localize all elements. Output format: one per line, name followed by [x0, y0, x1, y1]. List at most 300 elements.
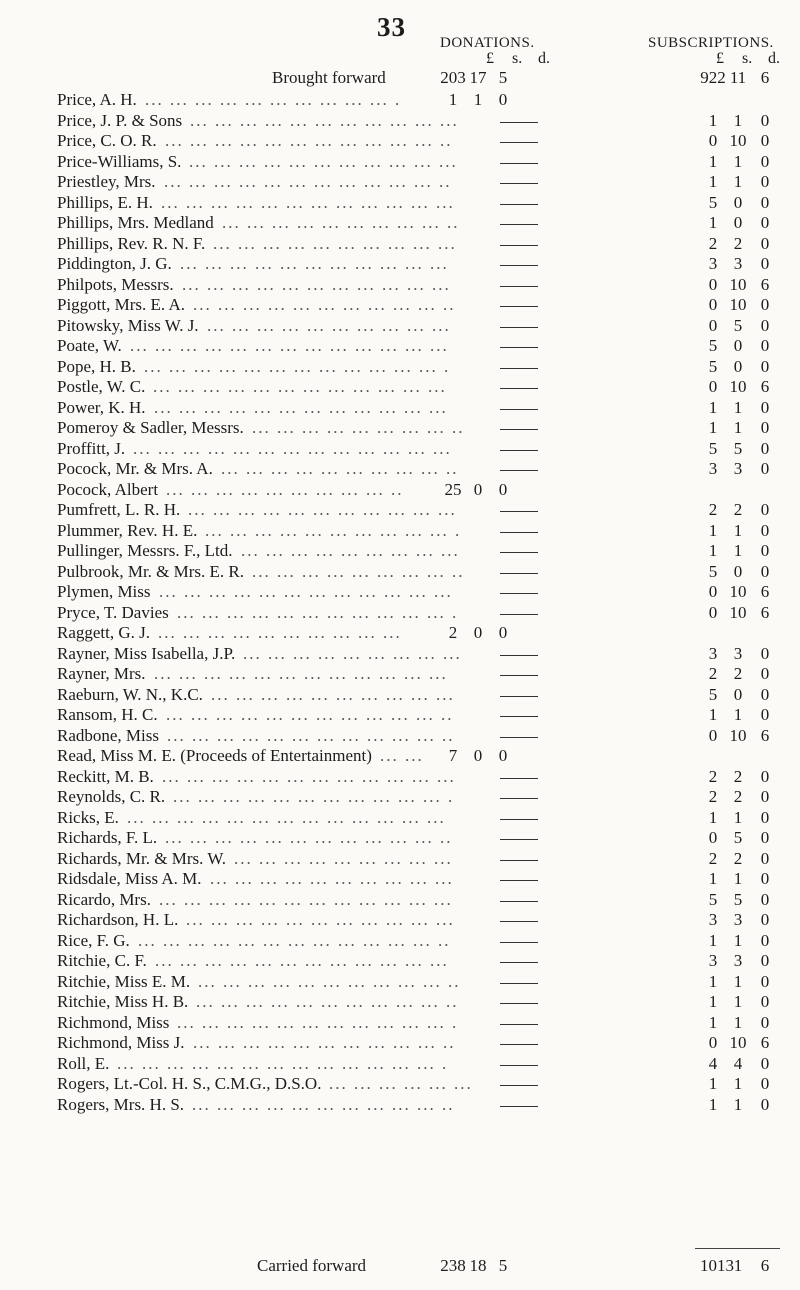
- sub-shillings: 1: [733, 930, 743, 950]
- bf-sub-pence: 6: [760, 68, 770, 87]
- dot-leader: ... ... ... ... ... ... ... ... ... ... ... ...: [154, 664, 448, 683]
- sub-shillings: 5: [733, 315, 743, 335]
- sub-pounds: 0: [708, 274, 718, 294]
- sub-pounds: 1: [708, 1094, 718, 1114]
- table-row: [0, 111, 800, 132]
- sub-pence: 0: [760, 500, 770, 519]
- subscriber-name: Ricks, E.: [57, 807, 119, 827]
- sub-pounds: 0: [708, 315, 718, 335]
- sub-pounds: 1: [708, 397, 718, 417]
- table-row: [0, 972, 800, 993]
- sub-pounds: 3: [708, 459, 718, 478]
- sub-pounds: 1: [708, 520, 718, 540]
- sub-pence: 0: [760, 828, 770, 847]
- table-row: [0, 541, 800, 562]
- table-row: [0, 500, 800, 521]
- table-row: [0, 1033, 800, 1054]
- don-pence: 0: [498, 623, 508, 642]
- table-row: [0, 439, 800, 460]
- sub-pence: 0: [760, 438, 770, 458]
- subscriber-name: Pomeroy & Sadler, Messrs.: [57, 418, 244, 437]
- sub-pounds: 1: [708, 172, 718, 191]
- sub-pounds: 1: [708, 151, 718, 171]
- sub-pounds: 1: [708, 1012, 718, 1032]
- dot-leader: ... ... ... ... ... ... ... ... ... ... ... ... ... .: [117, 1053, 449, 1073]
- dot-leader: ... ... ... ... ... ... ... ... ... ... ... ...: [162, 766, 456, 786]
- table-row: [0, 336, 800, 357]
- sub-pence: 0: [760, 110, 770, 130]
- nil-dash: [500, 737, 538, 738]
- sub-pounds: 0: [708, 828, 718, 847]
- dot-leader: ... ... ... ... ... ... ... ... ... ... ... ... ...: [127, 807, 446, 827]
- sub-shillings: 10: [729, 131, 747, 150]
- dot-leader: ... ... ... ... ... ... ... ... ... ... ... ...: [154, 397, 448, 417]
- sub-pence: 0: [760, 233, 770, 253]
- table-row: [0, 951, 800, 972]
- nil-dash: [500, 142, 538, 143]
- nil-dash: [500, 798, 538, 799]
- dot-leader: ... ... ... ... ... ... ... ... ... ... ... .: [177, 1012, 459, 1032]
- table-row: [0, 623, 800, 644]
- don-pounds: 2: [448, 623, 458, 642]
- dot-leader: ... ... ... ... ... ... ... ... ... ... ... ..: [165, 828, 453, 847]
- cf-sub-pence: 6: [760, 1256, 770, 1275]
- dot-leader: ... ... ... ... ... ... ... ... ... ... ...: [188, 500, 457, 519]
- nil-dash: [500, 470, 538, 471]
- subscriber-name: Ritchie, C. F.: [57, 951, 147, 970]
- table-row: [0, 1013, 800, 1034]
- subscriber-name: Rice, F. G.: [57, 930, 130, 950]
- sub-pence: 0: [760, 766, 770, 786]
- sub-shillings: 2: [733, 500, 743, 519]
- table-row: [0, 849, 800, 870]
- table-row: [0, 910, 800, 931]
- sub-pence: 0: [760, 1074, 770, 1093]
- dot-leader: ... ... ... ... ... ... ... ... ... ... ...: [190, 110, 459, 130]
- don-shillings-label: s.: [512, 50, 523, 67]
- subscriber-name: Raggett, G. J.: [57, 623, 151, 642]
- sub-shillings: 10: [729, 582, 747, 601]
- carried-forward-label: Carried forward: [257, 1256, 367, 1275]
- sub-pounds: 1: [708, 705, 718, 724]
- sub-pence: 0: [760, 930, 770, 950]
- subscriber-name: Pullinger, Messrs. F., Ltd.: [57, 541, 233, 560]
- sub-shillings: 0: [733, 561, 743, 581]
- nil-dash: [500, 1085, 538, 1086]
- dot-leader: ... ... ... ... ... ... ... ... ... ... ... .: [173, 787, 455, 806]
- sub-pounds: 2: [708, 848, 718, 868]
- subscriber-name: Phillips, Rev. R. N. F.: [57, 233, 206, 253]
- subscriber-name: Pitowsky, Miss W. J.: [57, 315, 199, 335]
- sub-shillings: 10: [729, 377, 747, 396]
- nil-dash: [500, 245, 538, 246]
- nil-dash: [500, 306, 538, 307]
- brought-forward-label: Brought forward: [272, 68, 386, 87]
- don-pence-label: d.: [538, 50, 550, 67]
- table-row: [0, 521, 800, 542]
- sub-shillings: 5: [733, 889, 743, 909]
- dot-leader: ... ... ... ... ... ... ... ... ..: [252, 418, 465, 437]
- nil-dash: [500, 286, 538, 287]
- table-row: [0, 234, 800, 255]
- dot-leader: ... ... ... ... ... ... ... ... ... ... ..: [193, 1033, 456, 1052]
- sub-pounds: 5: [708, 684, 718, 704]
- don-pounds: 1: [448, 90, 458, 109]
- sub-pounds: 1: [708, 930, 718, 950]
- dot-leader: ... ... ... ... ... ... ... ... ... ... ... ..: [165, 131, 453, 150]
- sub-pounds: 0: [708, 1033, 718, 1052]
- sub-shillings: 3: [733, 910, 743, 929]
- dot-leader: ... ... ... ... ... ... ... ... ... ...: [158, 623, 402, 642]
- nil-dash: [500, 839, 538, 840]
- subscriber-name: Pulbrook, Mr. & Mrs. E. R.: [57, 561, 245, 581]
- don-shillings: 1: [473, 90, 483, 109]
- nil-dash: [500, 1065, 538, 1066]
- subscriber-name: Phillips, Mrs. Medland: [57, 213, 214, 232]
- table-row: [0, 459, 800, 480]
- cf-sub-shillings: 1: [733, 1256, 743, 1275]
- nil-dash: [500, 409, 538, 410]
- table-row: [0, 480, 800, 501]
- bf-don-pounds: 203: [440, 68, 466, 87]
- table-row: [0, 890, 800, 911]
- subscriber-name: Reynolds, C. R.: [57, 787, 166, 806]
- table-row: [0, 746, 800, 767]
- sub-pounds: 2: [708, 787, 718, 806]
- sub-shillings: 10: [729, 1033, 747, 1052]
- nil-dash: [500, 183, 538, 184]
- don-pound-sign: £: [486, 50, 494, 67]
- subscriber-name: Richardson, H. L.: [57, 910, 179, 929]
- sub-shillings: 1: [733, 869, 743, 888]
- dot-leader: ... ... ... ... ... ... ... ... ... ... ... ...: [159, 582, 453, 601]
- sub-pence: 0: [760, 951, 770, 970]
- nil-dash: [500, 1024, 538, 1025]
- bf-sub-shillings: 11: [729, 68, 747, 87]
- sub-pounds: 3: [708, 254, 718, 273]
- subscriber-name: Pryce, T. Davies: [57, 602, 169, 622]
- subscriber-name: Radbone, Miss: [57, 725, 159, 745]
- sub-shillings: 1: [733, 1094, 743, 1114]
- sub-pounds: 2: [708, 233, 718, 253]
- table-row: [0, 603, 800, 624]
- table-row: [0, 295, 800, 316]
- subscriber-name: Ridsdale, Miss A. M.: [57, 869, 202, 888]
- dot-leader: ... ... ... ... ... ... ... ... ... ... ... ... .: [144, 356, 451, 376]
- sub-pounds: 2: [708, 500, 718, 519]
- nil-dash: [500, 675, 538, 676]
- nil-dash: [500, 860, 538, 861]
- table-row: [0, 992, 800, 1013]
- cf-don-pence: 5: [498, 1256, 508, 1275]
- dot-leader: ... ... ... ... ... ... ... ... ... ... ...: [180, 254, 449, 273]
- subscriber-name: Reckitt, M. B.: [57, 766, 154, 786]
- sub-shillings: 3: [733, 951, 743, 970]
- sub-shillings: 3: [733, 254, 743, 273]
- sub-pence: 0: [760, 336, 770, 355]
- entries-list: [0, 90, 800, 1115]
- nil-dash: [500, 450, 538, 451]
- subscriber-name: Pocock, Albert: [57, 479, 159, 499]
- subscriber-name: Ritchie, Miss H. B.: [57, 992, 189, 1011]
- sub-pence: 0: [760, 151, 770, 171]
- sub-shillings: 0: [733, 336, 743, 355]
- don-pounds: 25: [444, 479, 462, 499]
- dot-leader: ... ... ... ... ... ... ... ... ..: [252, 561, 465, 581]
- sub-pounds: 0: [708, 131, 718, 150]
- bf-don-pence: 5: [498, 68, 508, 87]
- table-row: [0, 787, 800, 808]
- nil-dash: [500, 532, 538, 533]
- sub-pounds: 4: [708, 1053, 718, 1073]
- sub-pounds: 1: [708, 1074, 718, 1093]
- nil-dash: [500, 224, 538, 225]
- dot-leader: ... ... ... ... ... ... ... ... ... ... ...: [189, 151, 458, 171]
- table-row: [0, 1074, 800, 1095]
- dot-leader: ... ... ... ... ... ... ... ... ... ... ...: [182, 274, 451, 294]
- dot-leader: ... ... ... ... ... ... ... ... ... ..: [222, 213, 460, 232]
- nil-dash: [500, 655, 538, 656]
- dot-leader: ... ... ... ... ... ... ... ... ... ... ... ..: [167, 725, 455, 745]
- cf-don-pounds: 238: [440, 1256, 466, 1275]
- table-row: [0, 664, 800, 685]
- sub-shillings: 4: [733, 1053, 743, 1073]
- sub-pounds: 2: [708, 664, 718, 683]
- nil-dash: [500, 368, 538, 369]
- nil-dash: [500, 163, 538, 164]
- subscriber-name: Postle, W. C.: [57, 377, 146, 396]
- sub-pence: 0: [760, 1094, 770, 1114]
- sub-pounds: 1: [708, 213, 718, 232]
- sub-pounds: 1: [708, 971, 718, 991]
- subscriber-name: Ricardo, Mrs.: [57, 889, 151, 909]
- sub-pounds: 3: [708, 951, 718, 970]
- table-row: [0, 644, 800, 665]
- subscriber-name: Price, J. P. & Sons: [57, 110, 183, 130]
- nil-dash: [500, 880, 538, 881]
- subscriber-name: Pocock, Mr. & Mrs. A.: [57, 459, 213, 478]
- sub-pounds: 5: [708, 336, 718, 355]
- dot-leader: ... ... ... ... ... ... ... ... ...: [243, 643, 462, 663]
- sub-pence: 0: [760, 520, 770, 540]
- sub-pence: 0: [760, 131, 770, 150]
- donations-header: DONATIONS.: [440, 35, 535, 51]
- don-pence: 0: [498, 746, 508, 765]
- sub-shillings: 1: [733, 992, 743, 1011]
- subscriber-name: Price-Williams, S.: [57, 151, 182, 171]
- sub-pence: 0: [760, 356, 770, 376]
- table-row: [0, 398, 800, 419]
- sub-shillings: 1: [733, 1074, 743, 1093]
- table-row: [0, 869, 800, 890]
- table-row: [0, 193, 800, 214]
- table-row: [0, 705, 800, 726]
- nil-dash: [500, 122, 538, 123]
- sub-shillings: 0: [733, 356, 743, 376]
- subscriber-name: Richards, Mr. & Mrs. W.: [57, 848, 227, 868]
- subscriber-name: Phillips, E. H.: [57, 192, 153, 212]
- sub-pence: 6: [760, 725, 770, 745]
- subscriber-name: Rogers, Mrs. H. S.: [57, 1094, 185, 1114]
- dot-leader: ... ... ... ... ... ... ... ... ... ... ... ..: [166, 705, 454, 724]
- subscriber-name: Ritchie, Miss E. M.: [57, 971, 191, 991]
- dot-leader: ... ... ... ... ... ... ... ... ... ... ... ...: [155, 951, 449, 970]
- dot-leader: ... ... ... ... ... ... ... ... ... ... ... ... ...: [133, 438, 452, 458]
- sub-shillings: 1: [733, 1012, 743, 1032]
- table-row: [0, 685, 800, 706]
- table-row: [0, 152, 800, 173]
- sub-pounds: 1: [708, 541, 718, 560]
- nil-dash: [500, 1044, 538, 1045]
- sub-pounds: 1: [708, 418, 718, 437]
- subscriber-name: Price, C. O. R.: [57, 131, 157, 150]
- table-row: [0, 1095, 800, 1116]
- sub-shillings: 1: [733, 418, 743, 437]
- sub-shillings: 2: [733, 787, 743, 806]
- sub-pence: 0: [760, 848, 770, 868]
- table-row: [0, 726, 800, 747]
- nil-dash: [500, 716, 538, 717]
- dot-leader: ... ... ... ... ... ... ... ... ... ... ... ... ..: [138, 930, 451, 950]
- nil-dash: [500, 819, 538, 820]
- nil-dash: [500, 1003, 538, 1004]
- sub-shillings: 1: [733, 541, 743, 560]
- sub-pence: 0: [760, 869, 770, 888]
- sub-pounds: 0: [708, 725, 718, 745]
- nil-dash: [500, 429, 538, 430]
- sub-pounds: 3: [708, 910, 718, 929]
- sub-pence: 6: [760, 602, 770, 622]
- dot-leader: ... ... ... ... ... ... ... ... ... ...: [213, 233, 457, 253]
- sub-shillings: 0: [733, 213, 743, 232]
- dot-leader: ... ... ... ... ... ... ... ... ... ...: [207, 315, 451, 335]
- dot-leader: ... ... ... ... ... ... ... ... ... ... ..: [196, 992, 459, 1011]
- table-row: [0, 828, 800, 849]
- sub-pounds: 0: [708, 295, 718, 314]
- table-row: [0, 377, 800, 398]
- dot-leader: ... ... ... ... ... ... ... ... ... ... ...: [186, 910, 455, 929]
- sub-shillings: 1: [733, 397, 743, 417]
- sub-shillings-label: s.: [742, 50, 753, 67]
- table-row: [0, 275, 800, 296]
- sub-pounds: 5: [708, 192, 718, 212]
- sub-pence: 0: [760, 787, 770, 806]
- dot-leader: ... ... ... ... ... ... ... ... ... ... ... ...: [153, 377, 447, 396]
- table-row: [0, 1054, 800, 1075]
- don-shillings: 0: [473, 479, 483, 499]
- dot-leader: ... ... ... ... ... ... ... ... ... ... ..: [198, 971, 461, 991]
- sub-pounds: 5: [708, 356, 718, 376]
- dot-leader: ... ...: [380, 746, 424, 765]
- sub-pence: 6: [760, 274, 770, 294]
- sub-pence: 0: [760, 254, 770, 273]
- nil-dash: [500, 921, 538, 922]
- sub-pence: 0: [760, 643, 770, 663]
- sub-shillings: 1: [733, 520, 743, 540]
- subscriber-name: Richards, F. L.: [57, 828, 158, 847]
- dot-leader: ... ... ... ... ... ...: [329, 1074, 473, 1093]
- sub-pence: 6: [760, 582, 770, 601]
- table-row: [0, 213, 800, 234]
- dot-leader: ... ... ... ... ... ... ... ... ... ... ... .: [177, 602, 459, 622]
- carried-forward-row: [0, 1256, 800, 1277]
- table-row: [0, 316, 800, 337]
- sub-shillings: 1: [733, 971, 743, 991]
- table-row: [0, 767, 800, 788]
- sub-pence: 0: [760, 910, 770, 929]
- sub-pounds: 0: [708, 377, 718, 396]
- table-row: [0, 90, 800, 111]
- cf-don-shillings: 18: [469, 1256, 487, 1275]
- sub-pounds: 5: [708, 438, 718, 458]
- nil-dash: [500, 204, 538, 205]
- sub-shillings: 5: [733, 828, 743, 847]
- sub-shillings: 1: [733, 151, 743, 171]
- dot-leader: ... ... ... ... ... ... ... ... ... ... .: [205, 520, 462, 540]
- dot-leader: ... ... ... ... ... ... ... ... ... ...: [211, 684, 455, 704]
- dot-leader: ... ... ... ... ... ... ... ... ... ... ... ..: [164, 172, 452, 191]
- sub-pounds: 2: [708, 766, 718, 786]
- table-row: [0, 562, 800, 583]
- sub-pence: 0: [760, 889, 770, 909]
- dot-leader: ... ... ... ... ... ... ... ... ... ... .: [145, 90, 402, 109]
- dot-leader: ... ... ... ... ... ... ... ... ... ..: [166, 479, 404, 499]
- dot-leader: ... ... ... ... ... ... ... ... ... ..: [221, 459, 459, 478]
- table-row: [0, 808, 800, 829]
- subscriber-name: Rayner, Miss Isabella, J.P.: [57, 643, 236, 663]
- table-row: [0, 357, 800, 378]
- sub-pound-sign: £: [716, 50, 724, 67]
- sub-shillings: 2: [733, 766, 743, 786]
- sub-shillings: 1: [733, 807, 743, 827]
- nil-dash: [500, 593, 538, 594]
- table-row: [0, 931, 800, 952]
- don-pence: 0: [498, 479, 508, 499]
- subscriber-name: Piggott, Mrs. E. A.: [57, 295, 185, 314]
- sub-shillings: 2: [733, 848, 743, 868]
- nil-dash: [500, 983, 538, 984]
- sub-shillings: 0: [733, 684, 743, 704]
- sub-shillings: 2: [733, 664, 743, 683]
- sub-pounds: 5: [708, 561, 718, 581]
- subscriber-name: Pumfrett, L. R. H.: [57, 500, 181, 519]
- sub-pounds: 3: [708, 643, 718, 663]
- sub-pence: 0: [760, 684, 770, 704]
- table-row: [0, 131, 800, 152]
- subscriber-name: Philpots, Messrs.: [57, 274, 174, 294]
- subscriptions-header: SUBSCRIPTIONS.: [648, 35, 774, 51]
- dot-leader: ... ... ... ... ... ... ... ... ... ... ..: [192, 1094, 455, 1114]
- sub-pence: 0: [760, 315, 770, 335]
- don-shillings: 0: [473, 623, 483, 642]
- sub-pence: 0: [760, 561, 770, 581]
- nil-dash: [500, 696, 538, 697]
- sub-shillings: 10: [729, 295, 747, 314]
- sub-shillings: 1: [733, 110, 743, 130]
- subscriber-name: Richmond, Miss J.: [57, 1033, 185, 1052]
- sub-shillings: 5: [733, 438, 743, 458]
- sub-shillings: 10: [729, 725, 747, 745]
- subscriber-name: Rayner, Mrs.: [57, 664, 146, 683]
- dot-leader: ... ... ... ... ... ... ... ... ... ... ... ... ...: [130, 336, 449, 355]
- nil-dash: [500, 942, 538, 943]
- subscriber-name: Pope, H. B.: [57, 356, 136, 376]
- subscriber-name: Raeburn, W. N., K.C.: [57, 684, 203, 704]
- nil-dash: [500, 552, 538, 553]
- sub-pence: 0: [760, 541, 770, 560]
- sub-pounds: 0: [708, 602, 718, 622]
- sub-shillings: 3: [733, 643, 743, 663]
